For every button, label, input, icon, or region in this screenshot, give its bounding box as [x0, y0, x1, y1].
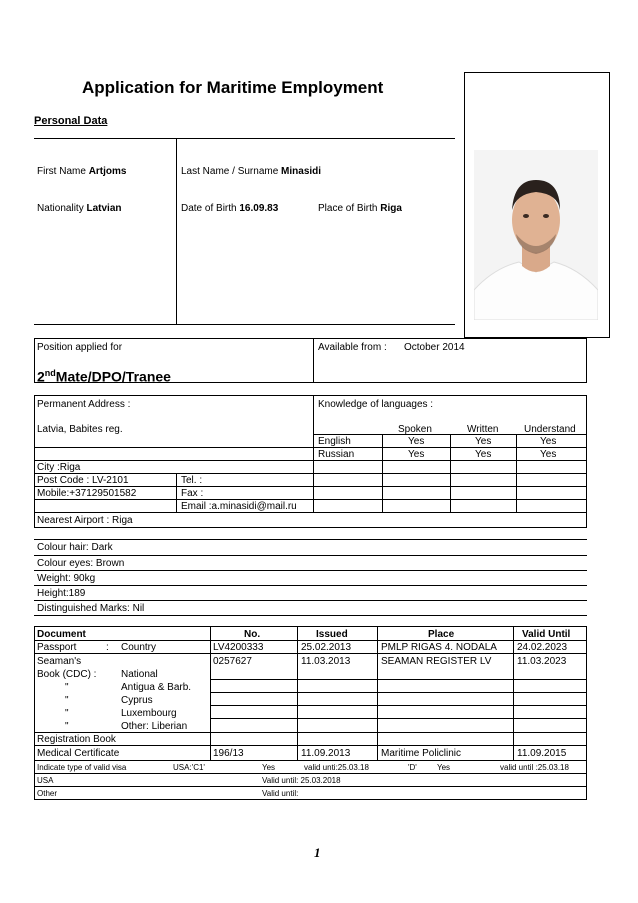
address-value: Latvia, Babites reg.	[37, 424, 123, 435]
city-field: City :Riga	[37, 462, 81, 473]
cdc-label: Book (CDC) :	[37, 669, 97, 680]
lang-header-understand: Understand	[524, 424, 576, 435]
pob-field: Place of Birth Riga	[318, 203, 402, 214]
passport-number: LV4200333	[213, 642, 264, 653]
visa-d-type: 'D'	[408, 763, 417, 772]
registration-book-label: Registration Book	[37, 734, 116, 745]
visa-d-yes: Yes	[437, 763, 451, 772]
flag-ditto: "	[65, 682, 69, 693]
lang-spoken: Yes	[408, 449, 425, 460]
flag-ditto: "	[65, 695, 69, 706]
visa-usa-valid: valid unti:25.03.18	[304, 763, 369, 772]
seaman-book-label: Seaman's	[37, 656, 82, 667]
address-label: Permanent Address :	[37, 399, 131, 410]
post-code-field: Post Code : LV-2101	[37, 475, 129, 486]
doc-header-issued: Issued	[316, 629, 348, 640]
lang-name: Russian	[318, 449, 355, 460]
tel-field: Tel. :	[181, 475, 203, 486]
passport-place: PMLP RIGAS 4. NODALA	[381, 642, 497, 653]
nearest-airport-field: Nearest Airport : Riga	[37, 515, 133, 526]
other-valid-until: Valid until:	[262, 789, 299, 798]
passport-label: Passport	[37, 642, 77, 653]
dob-field: Date of Birth 16.09.83	[181, 203, 279, 214]
hair-colour-field: Colour hair: Dark	[37, 542, 113, 553]
weight-field: Weight: 90kg	[37, 573, 96, 584]
lang-written: Yes	[475, 436, 492, 447]
passport-colon: :	[106, 642, 109, 653]
distinguished-marks-field: Distinguished Marks: Nil	[37, 603, 145, 614]
visa-usa-yes: Yes	[262, 763, 276, 772]
medical-issued: 11.09.2013	[301, 748, 351, 759]
available-label: Available from :	[318, 342, 387, 353]
doc-header-valid-until: Valid Until	[522, 629, 571, 640]
lang-spoken: Yes	[408, 436, 425, 447]
languages-label: Knowledge of languages :	[318, 399, 434, 410]
usa-valid-until: Valid until: 25.03.2018	[262, 776, 341, 785]
lang-name: English	[318, 436, 351, 447]
first-name-field: First Name Artjoms	[37, 166, 127, 177]
medical-label: Medical Certificate	[37, 748, 120, 759]
cdc-national: National	[121, 669, 158, 680]
flag-ditto: "	[65, 721, 69, 732]
last-name-field: Last Name / Surname Minasidi	[181, 166, 322, 177]
seaman-book-valid-until: 11.03.2023	[517, 656, 567, 667]
seaman-book-issued: 11.03.2013	[301, 656, 351, 667]
other-label: Other	[37, 789, 58, 798]
usa-label: USA	[37, 776, 54, 785]
doc-header-document: Document	[37, 629, 86, 640]
passport-country: Country	[121, 642, 157, 653]
medical-valid-until: 11.09.2015	[517, 748, 567, 759]
flag-name: Cyprus	[121, 695, 153, 706]
page-title: Application for Maritime Employment	[82, 78, 384, 97]
position-label: Position applied for	[37, 342, 123, 353]
flag-name: Antigua & Barb.	[121, 682, 192, 693]
lang-written: Yes	[475, 449, 492, 460]
visa-usa-type: USA:'C1'	[173, 763, 205, 772]
seaman-book-place: SEAMAN REGISTER LV	[381, 656, 492, 667]
lang-header-written: Written	[467, 424, 499, 435]
lang-header-spoken: Spoken	[398, 424, 432, 435]
doc-header-no: No.	[244, 629, 261, 640]
email-field: Email :a.minasidi@mail.ru	[181, 501, 297, 512]
height-field: Height:189	[37, 588, 86, 599]
visa-label: Indicate type of valid visa	[37, 763, 127, 772]
flag-ditto: "	[65, 708, 69, 719]
available-value: October 2014	[404, 342, 465, 353]
seaman-book-number: 0257627	[213, 656, 252, 667]
mobile-field: Mobile:+37129501582	[37, 488, 137, 499]
visa-d-valid: valid until :25.03.18	[500, 763, 569, 772]
fax-field: Fax :	[181, 488, 204, 499]
page-number: 1	[314, 845, 321, 860]
position-value: 2ndMate/DPO/Tranee	[37, 368, 171, 385]
medical-place: Maritime Policlinic	[381, 748, 462, 759]
nationality-field: Nationality Latvian	[37, 203, 122, 214]
passport-valid-until: 24.02.2023	[517, 642, 568, 653]
lang-understand: Yes	[540, 449, 557, 460]
flag-name: Other: Liberian	[121, 721, 188, 732]
medical-number: 196/13	[213, 748, 244, 759]
doc-header-place: Place	[428, 629, 455, 640]
flag-name: Luxembourg	[121, 708, 177, 719]
lang-understand: Yes	[540, 436, 557, 447]
section-title: Personal Data	[34, 115, 108, 127]
passport-issued: 25.02.2013	[301, 642, 352, 653]
eye-colour-field: Colour eyes: Brown	[37, 558, 125, 569]
applicant-photo	[474, 150, 598, 320]
